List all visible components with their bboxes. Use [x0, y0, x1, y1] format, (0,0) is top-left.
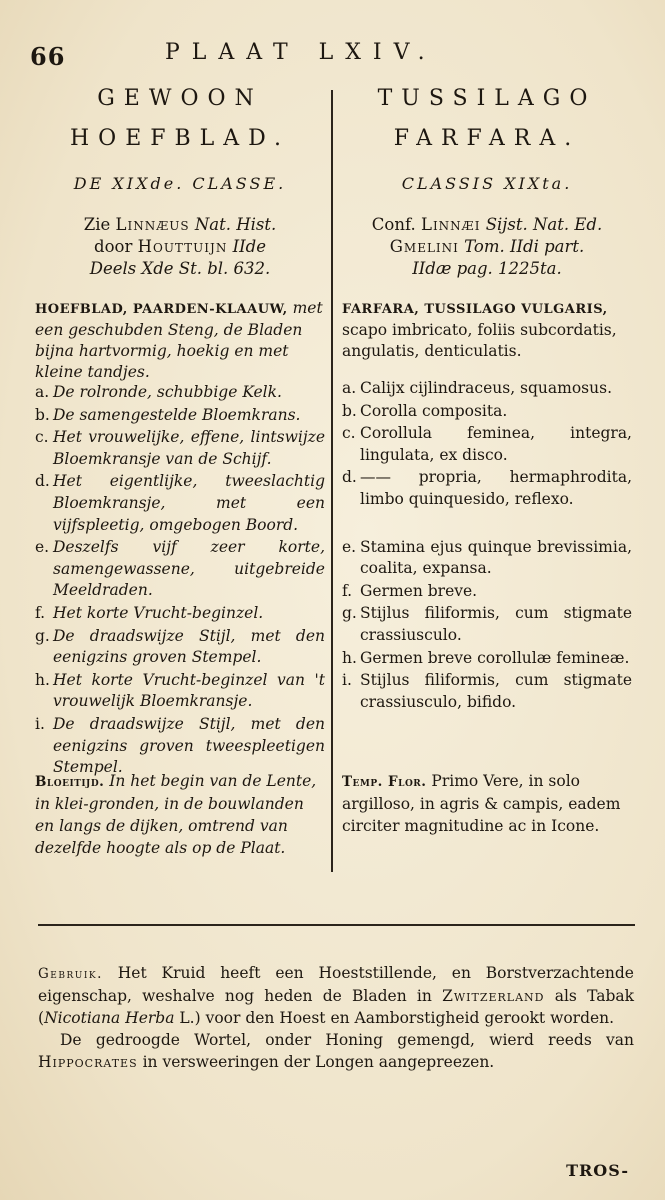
- list-item: [35, 714, 325, 779]
- part-letter: h.: [342, 648, 357, 667]
- plate-header: PLAAT LXIV.: [165, 40, 437, 65]
- latin-description: [342, 298, 632, 382]
- part-letter: d.: [342, 468, 357, 487]
- part-letter: g.: [35, 626, 50, 645]
- list-item: [35, 603, 325, 625]
- list-item: [342, 603, 632, 646]
- description-text: met een geschubden Steng, de Bladen bijna hartvormig, hoekig en met kleine tandjes.: [35, 299, 323, 381]
- usage-section: [38, 962, 634, 1073]
- part-text: Het korte Vrucht-beginzel.: [53, 603, 264, 622]
- description-lead: FARFARA, TUSSILAGO VULGARIS,: [342, 302, 608, 317]
- part-letter: e.: [35, 538, 50, 557]
- part-letter: c.: [35, 428, 49, 447]
- part-letter: b.: [342, 401, 357, 420]
- latin-title-line1: TUSSILAGO: [377, 86, 597, 111]
- part-letter: b.: [35, 405, 50, 424]
- part-letter: i.: [342, 671, 352, 690]
- usage-person: Hippocrates: [38, 1053, 138, 1071]
- ref-text: Zie: [83, 215, 111, 234]
- part-letter: d.: [35, 472, 50, 491]
- part-text: Germen breve.: [360, 581, 478, 600]
- part-text: Het korte Vrucht-beginzel van 't vrouwelijk Bloemkransje.: [53, 670, 325, 711]
- ref-text: Conf.: [371, 215, 416, 234]
- part-text: Stijlus filiformis, cum stigmate crassiusculo.: [360, 604, 632, 644]
- ref-text: IIdæ pag. 1225ta.: [412, 259, 562, 278]
- part-text: Het vrouwelijke, effene, lintswijze Bloemkransje van de Schijf.: [53, 428, 325, 468]
- list-item: [35, 626, 325, 669]
- list-item: [342, 648, 632, 670]
- dutch-classis: DE XIXde. CLASSE.: [73, 174, 287, 193]
- usage-latin: Nicotiana Herba: [44, 1009, 175, 1027]
- dutch-flowering-time: [35, 770, 327, 859]
- part-text: Stamina ejus quinque brevissimia, coalita, expansa.: [360, 537, 632, 578]
- latin-title-line2: FARFARA.: [393, 126, 581, 151]
- part-letter: g.: [342, 604, 357, 623]
- usage-place: Zwitzerland: [442, 987, 545, 1005]
- usage-text: in versweeringen der Longen aangepreezen.: [142, 1053, 495, 1071]
- list-item: [342, 378, 632, 400]
- ref-text: Deels Xde St. bl. 632.: [89, 259, 271, 278]
- column-divider: [331, 90, 333, 872]
- ref-text: Nat. Hist.: [194, 215, 277, 234]
- part-text: Deszelfs vijf zeer korte, samengewassene, uitgebreide Meeldraden.: [53, 538, 325, 600]
- usage-text: Het Kruid heeft een Hoeststillende, en Borstverzachtende eigenschap, weshalve nog heden de Bladen in: [38, 964, 634, 1005]
- flowering-text: In het begin van de Lente, in klei-gronden, in de bouwlanden en langs de dijken, omtrend van dezelfde hoogte als op de Plaat.: [35, 772, 317, 857]
- part-text: Corolla composita.: [360, 401, 508, 420]
- dutch-parts-list: [35, 382, 325, 779]
- part-text: Germen breve corollulæ femineæ.: [360, 648, 630, 667]
- part-letter: f.: [342, 581, 353, 600]
- dutch-title-line2: HOEFBLAD.: [69, 126, 291, 151]
- ref-text: IIde: [232, 237, 266, 256]
- ref-text: Sijst. Nat. Ed.: [485, 215, 603, 234]
- catchword: TROS-: [566, 1161, 629, 1180]
- part-text: —— propria, hermaphrodita, limbo quinquesido, reflexo.: [360, 468, 632, 508]
- list-item: [35, 537, 325, 602]
- part-letter: e.: [342, 537, 357, 556]
- dutch-description: [35, 298, 325, 382]
- latin-reference: [342, 214, 632, 298]
- usage-text: De gedroogde Wortel, onder Honing gemengd, wierd reeds van: [60, 1031, 634, 1049]
- list-item: [342, 401, 632, 423]
- part-text: Calijx cijlindraceus, squamosus.: [360, 379, 612, 397]
- list-item: [342, 423, 632, 466]
- ref-author: Linnæus: [115, 215, 190, 234]
- list-item: [342, 467, 632, 510]
- ref-text: Tom. IIdi part.: [464, 237, 585, 256]
- latin-flowering-time: [342, 770, 634, 837]
- usage-text: als Tabak (: [38, 987, 634, 1027]
- part-text: De draadswijze Stijl, met den eenigzins groven Stempel.: [53, 626, 325, 667]
- flowering-text: Primo Vere, in solo argilloso, in agris & campis, eadem circiter magnitudine ac in Icone.: [342, 772, 621, 835]
- list-item: [342, 670, 632, 713]
- list-item: [35, 382, 325, 404]
- list-item: [342, 581, 632, 603]
- part-letter: h.: [35, 670, 50, 689]
- list-item: [35, 471, 325, 536]
- ref-author: Houttuijn: [137, 237, 228, 256]
- list-item: [35, 427, 325, 470]
- part-text: Stijlus filiformis, cum stigmate crassiusculo, bifido.: [360, 671, 632, 711]
- list-item: [342, 537, 632, 580]
- part-text: De samengestelde Bloemkrans.: [53, 405, 301, 424]
- flowering-lead: Temp. Flor.: [342, 774, 427, 790]
- latin-column: [342, 86, 632, 714]
- part-text: Corollula feminea, integra, lingulata, ex disco.: [360, 424, 632, 464]
- usage-text: L.) voor den Hoest en Aamborstigheid gerookt worden.: [179, 1009, 615, 1027]
- list-item: [35, 670, 325, 713]
- dutch-title-line1: GEWOON: [97, 86, 263, 111]
- ref-text: door: [94, 237, 133, 256]
- part-letter: i.: [35, 714, 45, 733]
- part-letter: a.: [35, 383, 50, 401]
- list-item: [35, 405, 325, 427]
- usage-paragraph: [38, 962, 634, 1029]
- usage-paragraph: [38, 1029, 634, 1073]
- ref-author: Linnæi: [420, 215, 481, 234]
- latin-classis: CLASSIS XIXta.: [401, 174, 573, 193]
- description-text: scapo imbricato, foliis subcordatis, angulatis, denticulatis.: [342, 321, 617, 360]
- dutch-reference: [35, 214, 325, 298]
- dutch-column: [35, 86, 325, 780]
- usage-lead: Gebruik.: [38, 966, 103, 982]
- part-text: Het eigentlijke, tweeslachtig Bloemkransje, met een vijfspleetig, omgebogen Boord.: [53, 472, 325, 534]
- section-divider: [38, 924, 635, 926]
- description-lead: HOEFBLAD, PAARDEN-KLAAUW,: [35, 302, 288, 317]
- flowering-lead: Bloeitijd.: [35, 774, 105, 790]
- latin-parts-list: [342, 378, 632, 713]
- page-number: 66: [30, 42, 66, 71]
- part-letter: c.: [342, 424, 356, 443]
- part-letter: a.: [342, 379, 357, 397]
- ref-author: Gmelini: [389, 237, 459, 256]
- part-text: De draadswijze Stijl, met den eenigzins groven tweespleetigen Stempel.: [53, 714, 325, 777]
- part-text: De rolronde, schubbige Kelk.: [53, 383, 282, 401]
- part-letter: f.: [35, 603, 46, 622]
